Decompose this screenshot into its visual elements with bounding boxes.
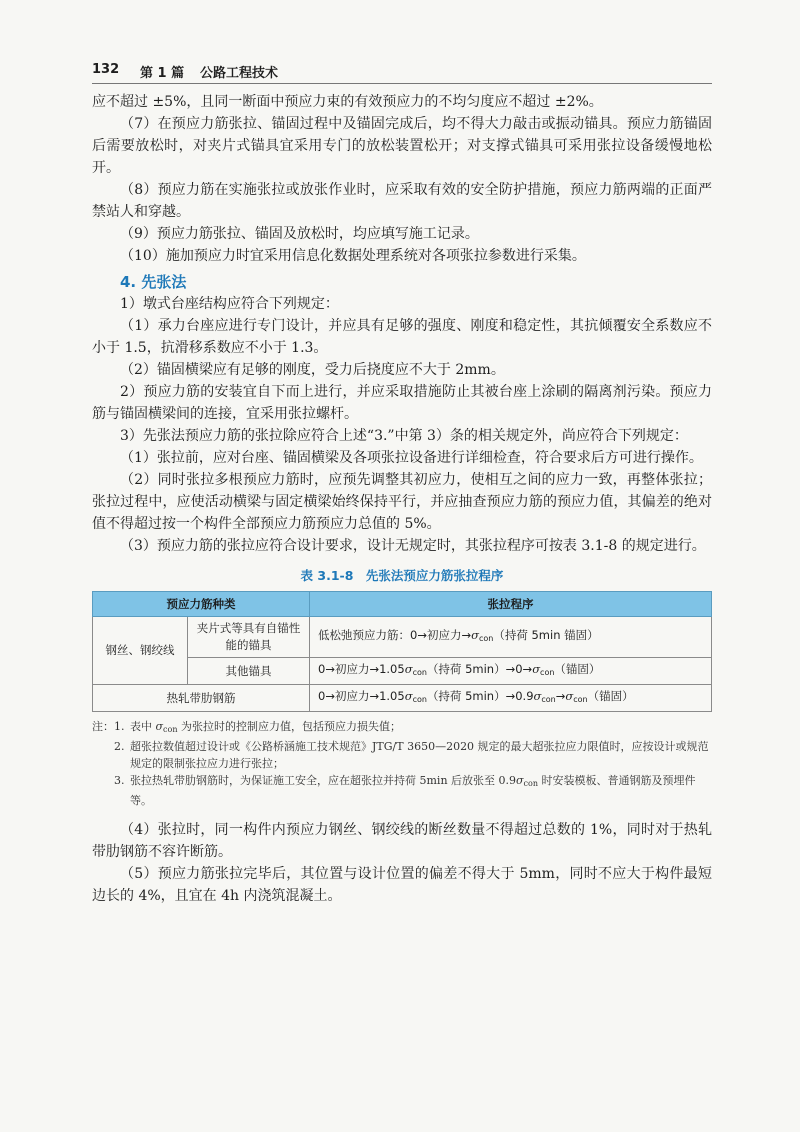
- table-row: [93, 685, 712, 712]
- table-header-row: [93, 592, 712, 617]
- page-number: 132: [92, 62, 120, 77]
- procedure-cell: 0→初应力$\to 1.05\sigma_{con}$（持荷 $5\min)\to 0\to\sigma_{con}$（锚固）: [310, 658, 712, 685]
- paragraph: （10）施加预应力时宜采用信息化数据处理系统对各项张拉参数进行采集。: [120, 248, 586, 264]
- column-header: 预应力筋种类: [93, 592, 310, 617]
- tension-procedure-table: [92, 591, 712, 712]
- paragraph: （2）同时张拉多根预应力筋时，应预先调整其初应力，使相互之间的应力一致，再整体张拉；张拉过程中，应使活动横梁与固定横梁始终保持平行，并应抽查预应力筋的预应力值，其偏差的绝对值不得超过按一个构件全部预应力筋预应力总值的 5%。: [92, 472, 712, 532]
- paragraph: （3）预应力筋的张拉应符合设计要求，设计无规定时，其张拉程序可按表 3.1-8 的规定进行。: [120, 538, 706, 554]
- paragraph: （5）预应力筋张拉完毕后，其位置与设计位置的偏差不得大于 5mm，同时不应大于构件最短边长的 4%，且宜在 4h 内浇筑混凝土。: [92, 866, 712, 904]
- page-body: [92, 91, 712, 907]
- paragraph: 3）先张法预应力筋的张拉除应符合上述“3.”中第 3）条的相关规定外，尚应符合下列规定：: [120, 428, 688, 444]
- column-header: 张拉程序: [310, 592, 712, 617]
- note-item: 3. 张拉热轧带肋钢筋时，为保证施工安全，应在超张拉并持荷 5min 后放张至 $0.9\sigma_{con}$ 时安装模板、普通钢筋及预埋件等。: [114, 774, 696, 807]
- paragraph: （8）预应力筋在实施张拉或放张作业时，应采取有效的安全防护措施，预应力筋两端的正面严禁站人和穿越。: [92, 182, 712, 220]
- paragraph: （2）锚固横梁应有足够的刚度，受力后挠度应不大于 2mm。: [120, 362, 505, 378]
- paragraph: （7）在预应力筋张拉、锚固过程中及锚固完成后，均不得大力敲击或振动锚具。预应力筋锚固后需要放松时，对夹片式锚具宜采用专门的放松装置松开；对支撑式锚具可采用张拉设备缓慢地松开。: [92, 116, 712, 176]
- paragraph: 2）预应力筋的安装宜自下而上进行，并应采取措施防止其被台座上涂刷的隔离剂污染。预应力筋与锚固横梁间的连接，宜采用张拉螺杆。: [92, 384, 712, 422]
- table-notes: [92, 718, 712, 809]
- paragraph: （1）张拉前，应对台座、锚固横梁及各项张拉设备进行详细检查，符合要求后方可进行操作。: [120, 450, 703, 466]
- section-heading: 4. 先张法: [120, 273, 187, 291]
- header-rule: [92, 83, 712, 84]
- part-label: 第 1 篇: [140, 66, 185, 81]
- procedure-cell: 0→初应力$\to 1.05\sigma_{con}$（持荷 $5\min)\to 0.9\sigma_{con}\to\sigma_{con}$（锚固）: [310, 685, 712, 712]
- note-item: 注： 1. 表中 $\sigma_{con}$ 为张拉时的控制应力值，包括预应力损失值；: [92, 720, 401, 734]
- group-label: 钢丝、钢绞线: [93, 617, 188, 685]
- paragraph: 应不超过 ±5%，且同一断面中预应力束的有效预应力的不均匀度应不超过 ±2%。: [92, 94, 603, 110]
- paragraph: （4）张拉时，同一构件内预应力钢丝、钢绞线的断丝数量不得超过总数的 1%，同时对于热轧带肋钢筋不容许断筋。: [92, 822, 712, 860]
- procedure-cell: 低松弛预应力筋：0→初应力$\to\sigma_{con}$（持荷 5min 锚固）: [310, 617, 712, 658]
- paragraph: 1）墩式台座结构应符合下列规定：: [120, 296, 339, 312]
- page-header: [92, 60, 712, 84]
- paragraph: （9）预应力筋张拉、锚固及放松时，均应填写施工记录。: [120, 226, 479, 242]
- note-item: 2. 超张拉数值超过设计或《公路桥涵施工技术规范》JTG/T 3650—2020 规定的最大超张拉应力限值时，应按设计或规范规定的限制张拉应力进行张拉；: [114, 740, 709, 770]
- table-caption: 表 3.1-8 先张法预应力筋张拉程序: [300, 568, 504, 583]
- anchor-type: 热轧带肋钢筋: [93, 685, 310, 712]
- table-row: [93, 617, 712, 658]
- anchor-type: 其他锚具: [188, 658, 310, 685]
- header-title: 公路工程技术: [200, 66, 279, 81]
- anchor-type: 夹片式等具有自锚性能的锚具: [188, 617, 310, 658]
- paragraph: （1）承力台座应进行专门设计，并应具有足够的强度、刚度和稳定性，其抗倾覆安全系数应不小于 1.5，抗滑移系数应不小于 1.3。: [92, 318, 712, 356]
